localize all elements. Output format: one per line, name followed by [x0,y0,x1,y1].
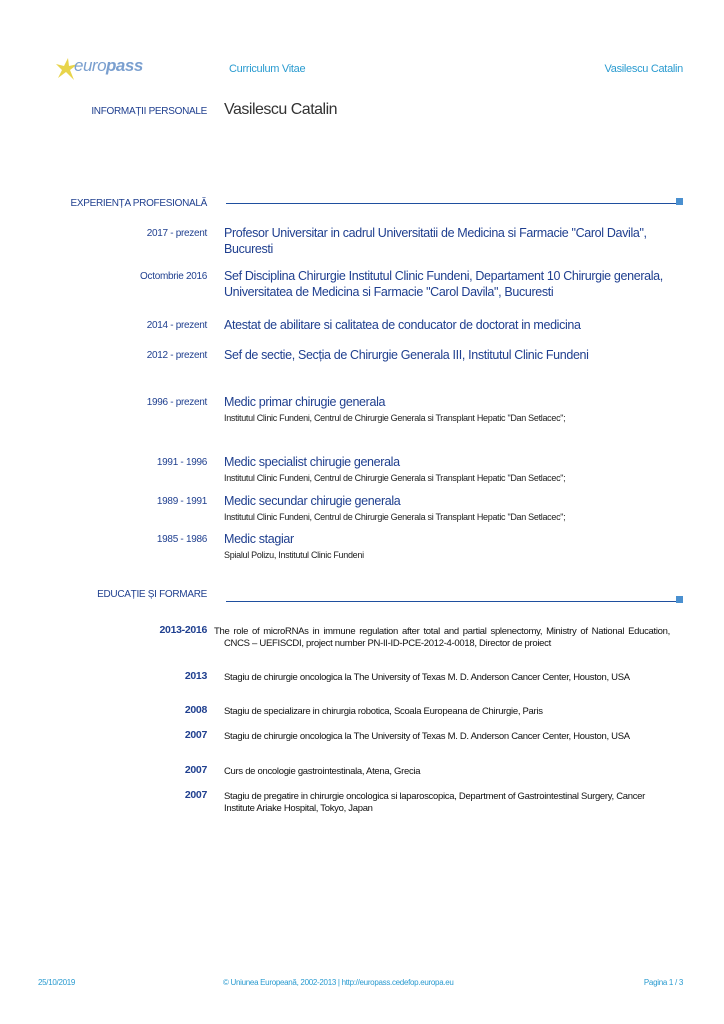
entry-title: Sef Disciplina Chirurgie Institutul Clinic Fundeni, Departament 10 Chirurgie generala, Universitatea de Medicina si Farmacie "Carol Davila", Bucuresti [224,269,663,299]
entry-text: Stagiu de specializare in chirurgia robotica, Scoala Europeana de Chirurgie, Paris [224,706,543,717]
entry-text: Curs de oncologie gastrointestinala, Atena, Grecia [224,766,421,777]
section-divider [226,203,676,204]
entry-title: Profesor Universitar in cadrul Universitatii de Medicina si Farmacie "Carol Davila", Bucuresti [224,226,647,256]
entry-text: Stagiu de chirurgie oncologica la The University of Texas M. D. Anderson Cancer Center, Houston, USA [224,731,630,742]
entry-text: The role of microRNAs in immune regulation after total and partial splenectomy, Ministry of National Education, CNCS – UEFISCDI, project number PN-II-ID-PCE-2012-4-0018, Director de proiect [214,626,670,649]
entry-subtitle: Institutul Clinic Fundeni, Centrul de Chirurgie Generala si Transplant Hepatic "Dan Setlacec"; [224,512,566,522]
entry-date: 1991 - 1996 [156,457,207,468]
europass-logo: europass [52,54,152,82]
section-label-experience: EXPERIENȚA PROFESIONALĂ [70,198,207,209]
entry-date: 1985 - 1986 [156,534,207,545]
entry-title: Medic secundar chirugie generala [224,494,401,508]
entry-subtitle: Institutul Clinic Fundeni, Centrul de Chirurgie Generala si Transplant Hepatic "Dan Setlacec"; [224,413,566,423]
entry-date: Octombrie 2016 [140,271,207,282]
entry-date: 1996 - prezent [146,397,207,408]
section-label-education: EDUCAȚIE ȘI FORMARE [97,589,207,600]
section-marker [676,596,683,603]
entry-date: 2017 - prezent [146,228,207,239]
entry-date: 2007 [184,764,207,776]
entry-date: 2014 - prezent [146,320,207,331]
entry-title: Atestat de abilitare si calitatea de conducator de doctorat in medicina [224,318,581,332]
entry-title: Medic primar chirugie generala [224,395,386,409]
entry-text: Stagiu de pregatire in chirurgie oncologica si laparoscopica, Department of Gastrointestinal Surgery, Cancer Institute Ariake Hospital, Tokyo, Japan [224,791,646,814]
entry-title: Medic stagiar [224,532,294,546]
entry-title: Sef de sectie, Secția de Chirurgie Generala III, Institutul Clinic Fundeni [224,348,589,362]
entry-subtitle: Spialul Polizu, Institutul Clinic Fundeni [224,550,364,560]
section-label-personal: INFORMAȚII PERSONALE [91,106,207,117]
entry-date: 2007 [184,729,207,741]
footer-copyright: © Uniunea Europeană, 2002-2013 | http://europass.cedefop.europa.eu [223,978,454,987]
entry-date: 2012 - prezent [146,350,207,361]
footer-page: Pagina 1 / 3 [643,978,683,987]
entry-date: 2008 [184,704,207,716]
entry-title: Medic specialist chirugie generala [224,455,400,469]
entry-date: 2007 [184,789,207,801]
document-title: Curriculum Vitae [229,63,306,75]
header-name: Vasilescu Catalin [604,63,683,75]
section-marker [676,198,683,205]
entry-date: 2013 [184,670,207,682]
footer-date: 25/10/2019 [38,978,76,987]
person-name: Vasilescu Catalin [224,101,338,118]
entry-text: Stagiu de chirurgie oncologica la The University of Texas M. D. Anderson Cancer Center, Houston, USA [224,672,630,683]
entry-date: 2013-2016 [159,624,207,636]
section-divider [226,601,676,602]
entry-subtitle: Institutul Clinic Fundeni, Centrul de Chirurgie Generala si Transplant Hepatic "Dan Setlacec"; [224,473,566,483]
entry-date: 1989 - 1991 [156,496,207,507]
